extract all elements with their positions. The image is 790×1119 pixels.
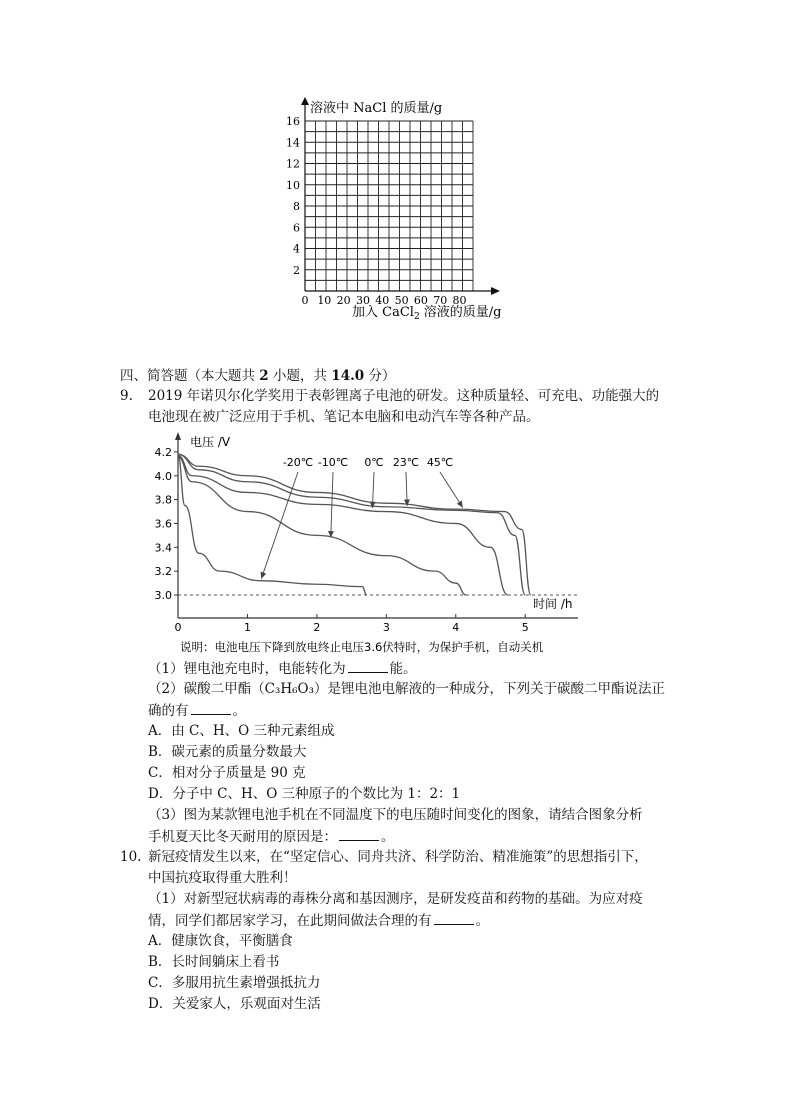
- x-axis-label: 加入 CaCl$_2$ 溶液的质量/g: [352, 305, 502, 322]
- y-tick-labels: [155, 446, 179, 602]
- section-score: 14.0: [331, 368, 365, 384]
- x-tick-label: 10: [317, 294, 332, 307]
- q10-stem-line2: 中国抗疫取得重大胜利！: [148, 870, 297, 886]
- y-axis-label: 电压 /V: [190, 435, 231, 449]
- y-tick-label: 8: [293, 200, 300, 213]
- q9-sub2-blank: [191, 700, 231, 715]
- q10-option-c: C．多服用抗生素增强抵抗力: [148, 975, 321, 991]
- x-tick-label: 40: [375, 294, 390, 307]
- x-tick-label: 2: [313, 621, 321, 634]
- q10-option-d: D．关爱家人，乐观面对生活: [148, 996, 321, 1012]
- y-axis-arrow: [301, 97, 309, 105]
- y-axis-arrow: [175, 432, 181, 440]
- q9-sub3-line1: （3）图为某款锂电池手机在不同温度下的电压随时间变化的图象，请结合图象分析: [148, 807, 643, 823]
- x-tick-label: 80: [452, 294, 467, 307]
- y-tick-labels: [286, 115, 300, 277]
- q9-sub2-line2: [148, 700, 246, 721]
- series-labels: [283, 456, 453, 469]
- q10-option-b: B．长时间躺床上看书: [148, 954, 280, 970]
- x-tick-label: 0: [301, 294, 309, 307]
- x-tick-label: 0: [174, 621, 182, 634]
- q9-option-b: B．碳元素的质量分数最大: [148, 744, 307, 760]
- q9-sub3-line2: [148, 826, 395, 847]
- q9-sub3-text: 手机夏天比冬天耐用的原因是：: [148, 829, 337, 845]
- y-tick-label: 4: [293, 242, 300, 256]
- x-tick-label: 60: [413, 294, 428, 307]
- y-tick-label: 3.0: [154, 589, 172, 602]
- y-tick-label: 6: [293, 221, 300, 235]
- series-label: 45℃: [426, 456, 454, 469]
- series-label: 23℃: [392, 456, 420, 469]
- x-tick-label: 3: [382, 621, 390, 634]
- y-tick-label: 12: [286, 157, 300, 171]
- q10-sub1-end: 。: [475, 913, 489, 929]
- series-line: [178, 454, 525, 595]
- q9-option-d: D．分子中 C、H、O 三种原子的个数比为 1：2：1: [148, 786, 461, 802]
- x-tick-label: 1: [243, 621, 251, 634]
- battery-voltage-chart: [148, 430, 588, 658]
- q9-stem-line1: 2019 年诺贝尔化学奖用于表彰锂离子电池的研发。这种质量轻、可充电、功能强大的: [148, 388, 660, 404]
- x-axis-arrow: [491, 287, 500, 295]
- q10-sub1-text: 情，同学们都居家学习，在此期间做法合理的有: [148, 913, 432, 929]
- y-tick-label: 4.0: [154, 469, 172, 483]
- section-count: 2: [259, 368, 269, 384]
- q10-number: 10.: [120, 849, 142, 865]
- y-tick-label: 16: [286, 115, 300, 128]
- series-line: [178, 457, 466, 595]
- q9-sub2-line1: （2）碳酸二甲酯（C₃H₆O₃）是锂电池电解液的一种成分，下列关于碳酸二甲酯说法正: [148, 681, 665, 697]
- x-tick-label: 5: [521, 621, 529, 634]
- chart-series-lines: [178, 454, 531, 595]
- chart-note: 说明：电池电压下降到放电终止电压3.6伏特时，为保护手机，自动关机: [180, 640, 544, 654]
- y-tick-label: 3.6: [154, 517, 172, 531]
- q9-stem-line2: 电池现在被广泛应用于手机、笔记本电脑和电动汽车等各种产品。: [148, 409, 540, 425]
- y-tick-label: 3.2: [154, 565, 172, 579]
- series-label: 0℃: [364, 456, 384, 469]
- section-title: 四、简答题（本大题共: [120, 368, 260, 384]
- y-tick-label: 14: [286, 136, 300, 150]
- section-mid: 小题，共: [268, 368, 332, 384]
- q10-sub1-line1: （1）对新型冠状病毒的毒株分离和基因测序，是研发疫苗和药物的基础。为应对疫: [148, 891, 643, 907]
- q9-sub1: [148, 658, 417, 679]
- q9-sub2-end: 。: [232, 703, 246, 719]
- series-line: [178, 454, 531, 595]
- nacl-grid-chart: [270, 92, 520, 327]
- q9-option-c: C．相对分子质量是 90 克: [148, 765, 306, 781]
- x-tick-labels: [175, 614, 529, 634]
- x-tick-label: 50: [394, 294, 409, 307]
- y-tick-label: 3.8: [154, 493, 172, 507]
- q10-stem-line1: 新冠疫情发生以来，在“坚定信心、同舟共济、科学防治、精准施策”的思想指引下，: [148, 849, 648, 865]
- q9-sub1-text: （1）锂电池充电时，电能转化为: [148, 661, 346, 677]
- pointer-arrowhead: [457, 501, 463, 508]
- x-axis-label: 时间 /h: [533, 597, 573, 611]
- section-heading: [120, 366, 395, 386]
- series-line: [178, 456, 367, 596]
- q9-sub1-end: 能。: [389, 661, 417, 677]
- x-tick-label: 4: [452, 621, 460, 634]
- x-tick-label: 70: [433, 294, 448, 307]
- q9-sub1-blank: [348, 658, 388, 673]
- series-label: -10℃: [317, 456, 349, 469]
- q9-number: 9.: [120, 388, 133, 404]
- series-line: [178, 456, 508, 596]
- q10-sub1-blank: [434, 910, 474, 925]
- chart-grid: [305, 121, 473, 291]
- pointer-arrowhead: [370, 502, 376, 508]
- q9-sub3-blank: [339, 826, 379, 841]
- q9-sub2-text: 确的有: [148, 703, 189, 719]
- x-tick-label: 30: [355, 294, 370, 307]
- y-axis-label: 溶液中 NaCl 的质量/g: [310, 101, 443, 116]
- pointer-arrowhead: [261, 572, 267, 579]
- y-tick-label: 10: [286, 178, 300, 192]
- q10-sub1-line2: [148, 910, 489, 931]
- q9-option-a: A．由 C、H、O 三种元素组成: [148, 723, 335, 739]
- q10-option-a: A．健康饮食，平衡膳食: [148, 933, 293, 949]
- chart-axes: [301, 97, 500, 295]
- section-end: 分）: [364, 368, 396, 384]
- q9-sub3-end: 。: [381, 829, 395, 845]
- y-tick-label: 3.4: [154, 541, 172, 555]
- series-label: -20℃: [282, 456, 314, 469]
- x-tick-label: 20: [336, 294, 351, 307]
- y-tick-label: 2: [293, 263, 300, 277]
- y-tick-label: 4.2: [154, 445, 172, 459]
